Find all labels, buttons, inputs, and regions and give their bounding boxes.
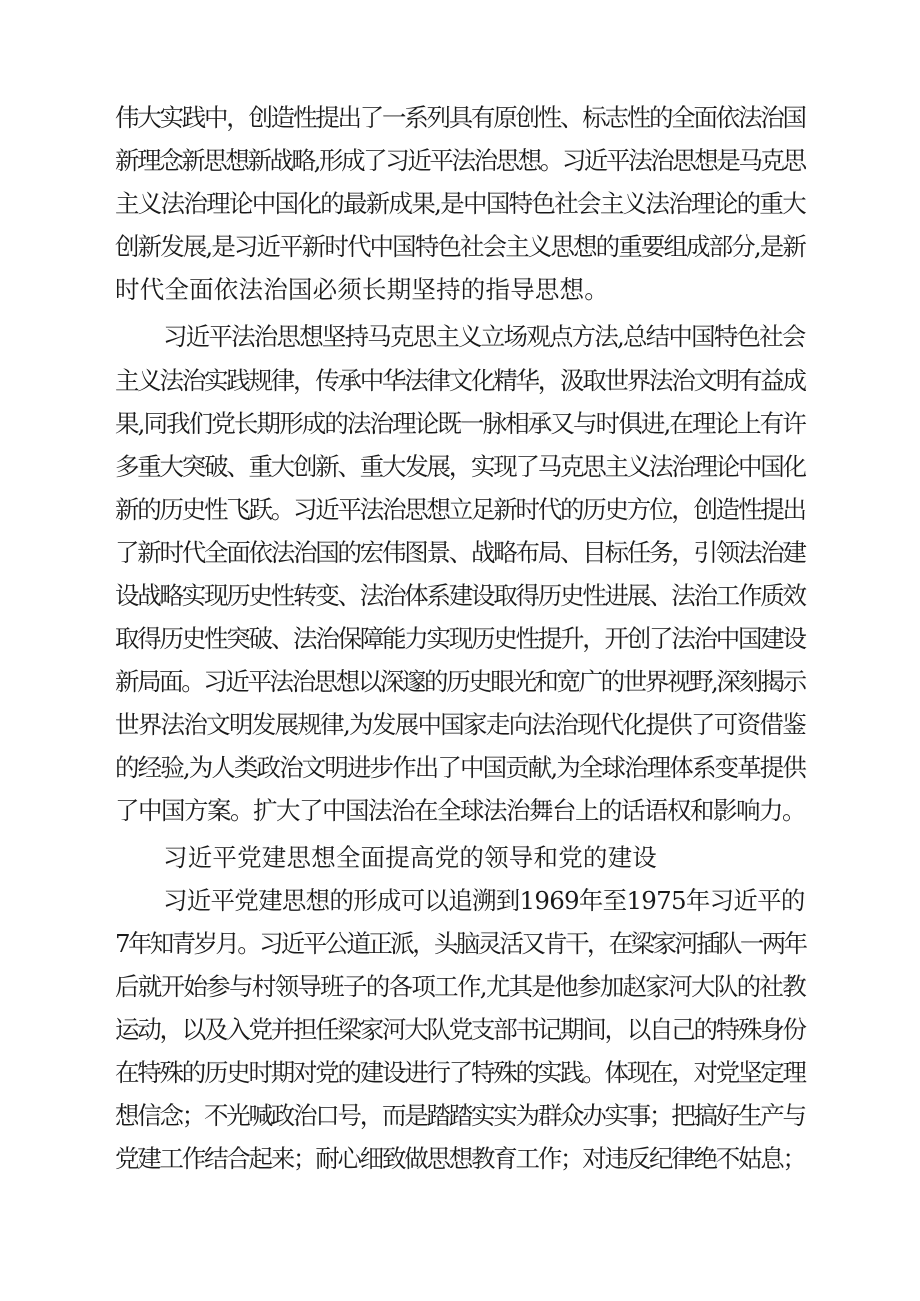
text-line: 新局面。习近平法治思想以深邃的历史眼光和宽广的世界视野,深刻揭示 [115,667,805,696]
text-line: 在特殊的历史时期对党的建设进行了特殊的实践。体现在，对党坚定理 [115,1058,805,1087]
text-line: 果,同我们党长期形成的法治理论既一脉相承又与时俱进,在理论上有许 [115,409,805,438]
text-line: 后就开始参与村领导班子的各项工作,尤其是他参加赵家河大队的社教 [115,972,805,1001]
text-line: 世界法治文明发展规律,为发展中国家走向法治现代化提供了可资借鉴 [115,710,805,739]
text-line: 运动，以及入党并担任梁家河大队党支部书记期间，以自己的特殊身份 [115,1015,805,1044]
text-line: 伟大实践中，创造性提出了一系列具有原创性、标志性的全面依法治国 [115,103,805,132]
text-line: 多重大突破、重大创新、重大发展，实现了马克思主义法治理论中国化 [115,452,805,481]
text-line: 了中国方案。扩大了中国法治在全球法治舞台上的话语权和影响力。 [115,796,805,825]
text-line: 习近平党建思想的形成可以追溯到1969年至1975年习近平的 [163,886,805,915]
section-heading: 习近平党建思想全面提高党的领导和党的建设 [163,843,657,872]
text-line: 想信念；不光喊政治口号，而是踏踏实实为群众办实事；把搞好生产与 [115,1101,805,1130]
text-line: 党建工作结合起来；耐心细致做思想教育工作；对违反纪律绝不姑息； [115,1144,805,1173]
text-line: 设战略实现历史性转变、法治体系建设取得历史性进展、法治工作质效 [115,581,805,610]
text-line: 主义法治实践规律，传承中华法律文化精华，汲取世界法治文明有益成 [115,366,805,395]
text-line: 的经验,为人类政治文明进步作出了中国贡献,为全球治理体系变革提供 [115,753,805,782]
text-line: 时代全面依法治国必须长期坚持的指导思想。 [115,275,609,304]
text-line: 新的历史性飞跃。习近平法治思想立足新时代的历史方位，创造性提出 [115,495,805,524]
text-line: 创新发展,是习近平新时代中国特色社会主义思想的重要组成部分,是新 [115,232,805,261]
text-line: 了新时代全面依法治国的宏伟图景、战略布局、目标任务，引领法治建 [115,538,805,567]
text-line: 取得历史性突破、法治保障能力实现历史性提升，开创了法治中国建设 [115,624,805,653]
text-line: 新理念新思想新战略,形成了习近平法治思想。习近平法治思想是马克思 [115,146,805,175]
text-line: 7年知青岁月。习近平公道正派，头脑灵活又肯干，在梁家河插队一两年 [115,929,806,958]
text-line: 习近平法治思想坚持马克思主义立场观点方法,总结中国特色社会 [163,322,805,351]
text-line: 主义法治理论中国化的最新成果,是中国特色社会主义法治理论的重大 [115,189,805,218]
